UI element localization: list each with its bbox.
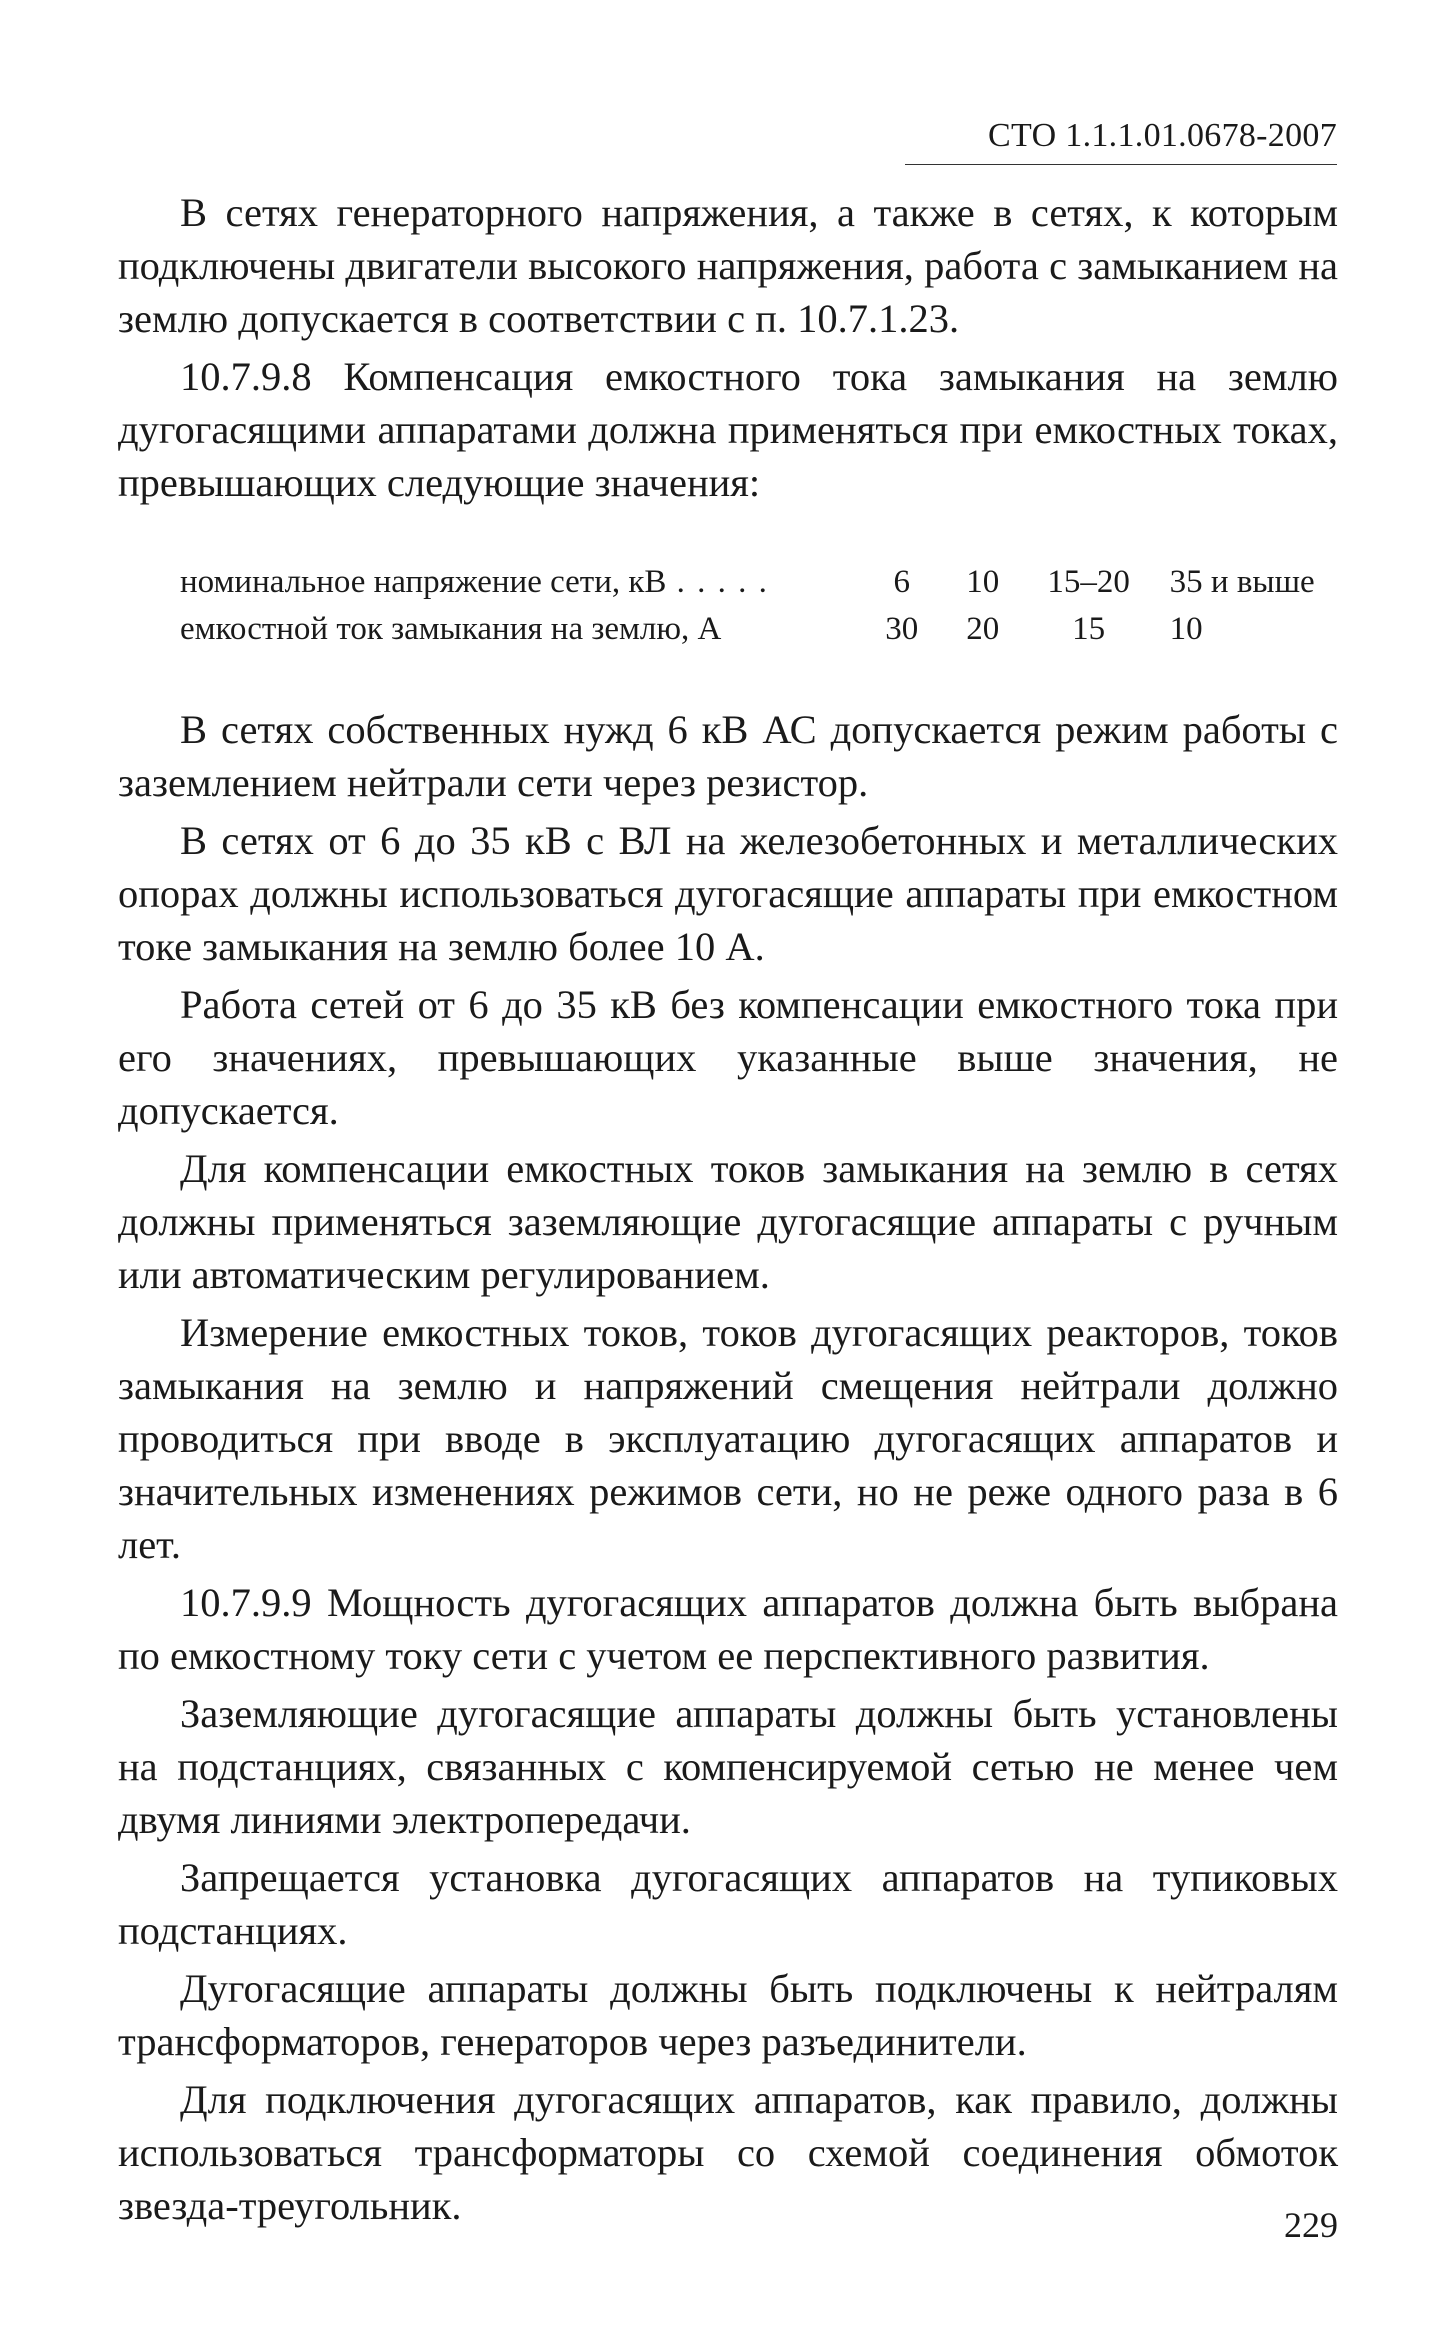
page-number: 229 [1284,2205,1338,2245]
leader-dots: . . . . . [666,564,769,600]
paragraph: 10.7.9.8 Компенсация емкостного тока замыкания на землю дугогасящими аппаратами должна применяться при емкостных токах, превышающих следующие значения: [118,354,1338,505]
paragraph: Для компенсации емкостных токов замыкания на землю в сетях должны применяться заземляющие дугогасящие аппараты с ручным или автоматическим регулированием. [118,1146,1338,1297]
table-cell: 10 [966,564,1000,600]
threshold-table [180,559,1338,653]
table-cell: 30 [885,611,919,647]
paragraph: В сетях собственных нужд 6 кВ АС допускается режим работы с заземлением нейтрали сети через резистор. [118,707,1338,805]
row-label-text: номинальное напряжение сети, кВ [180,564,667,600]
paragraph: В сетях генераторного напряжения, а также в сетях, к которым подключены двигатели высокого напряжения, работа с замыканием на землю допускается в соответствии с п. 10.7.1.23. [118,190,1338,341]
row-label [180,559,870,606]
paragraph: Для подключения дугогасящих аппаратов, как правило, должны использоваться трансформаторы со схемой соединения обмоток звезда-треугольник. [118,2077,1338,2228]
table-cell: 35 и выше [1169,564,1315,600]
table-cell: 10 [1169,611,1203,647]
paragraph: Дугогасящие аппараты должны быть подключены к нейтралям трансформаторов, генераторов через разъединители. [118,1966,1338,2064]
page-header [905,108,1337,165]
page-body [118,186,1338,2237]
paragraph: Запрещается установка дугогасящих аппаратов на тупиковых подстанциях. [118,1855,1338,1953]
document-code: СТО 1.1.1.01.0678-2007 [988,117,1337,154]
table-row-voltage [180,559,1338,606]
row-label: емкостной ток замыкания на землю, А [180,611,722,647]
table-cell: 15 [1072,611,1106,647]
table-row-current [180,606,1338,653]
paragraph: Работа сетей от 6 до 35 кВ без компенсации емкостного тока при его значениях, превышающих указанные выше значения, не допускается. [118,982,1338,1133]
paragraph: Измерение емкостных токов, токов дугогасящих реакторов, токов замыкания на землю и напряжений смещения нейтрали должно проводиться при вводе в эксплуатацию дугогасящих аппаратов и значительных изменениях режимов сети, но не реже одного раза в 6 лет. [118,1310,1338,1567]
paragraph: 10.7.9.9 Мощность дугогасящих аппаратов должна быть выбрана по емкостному току сети с учетом ее перспективного развития. [118,1580,1338,1678]
table-cell: 15–20 [1047,564,1130,600]
table-cell: 20 [966,611,1000,647]
table-cell: 6 [893,564,910,600]
paragraph: В сетях от 6 до 35 кВ с ВЛ на железобетонных и металлических опорах должны использоваться дугогасящие аппараты при емкостном токе замыкания на землю более 10 А. [118,818,1338,969]
paragraph: Заземляющие дугогасящие аппараты должны быть установлены на подстанциях, связанных с компенсируемой сетью не менее чем двумя линиями электропередачи. [118,1691,1338,1842]
